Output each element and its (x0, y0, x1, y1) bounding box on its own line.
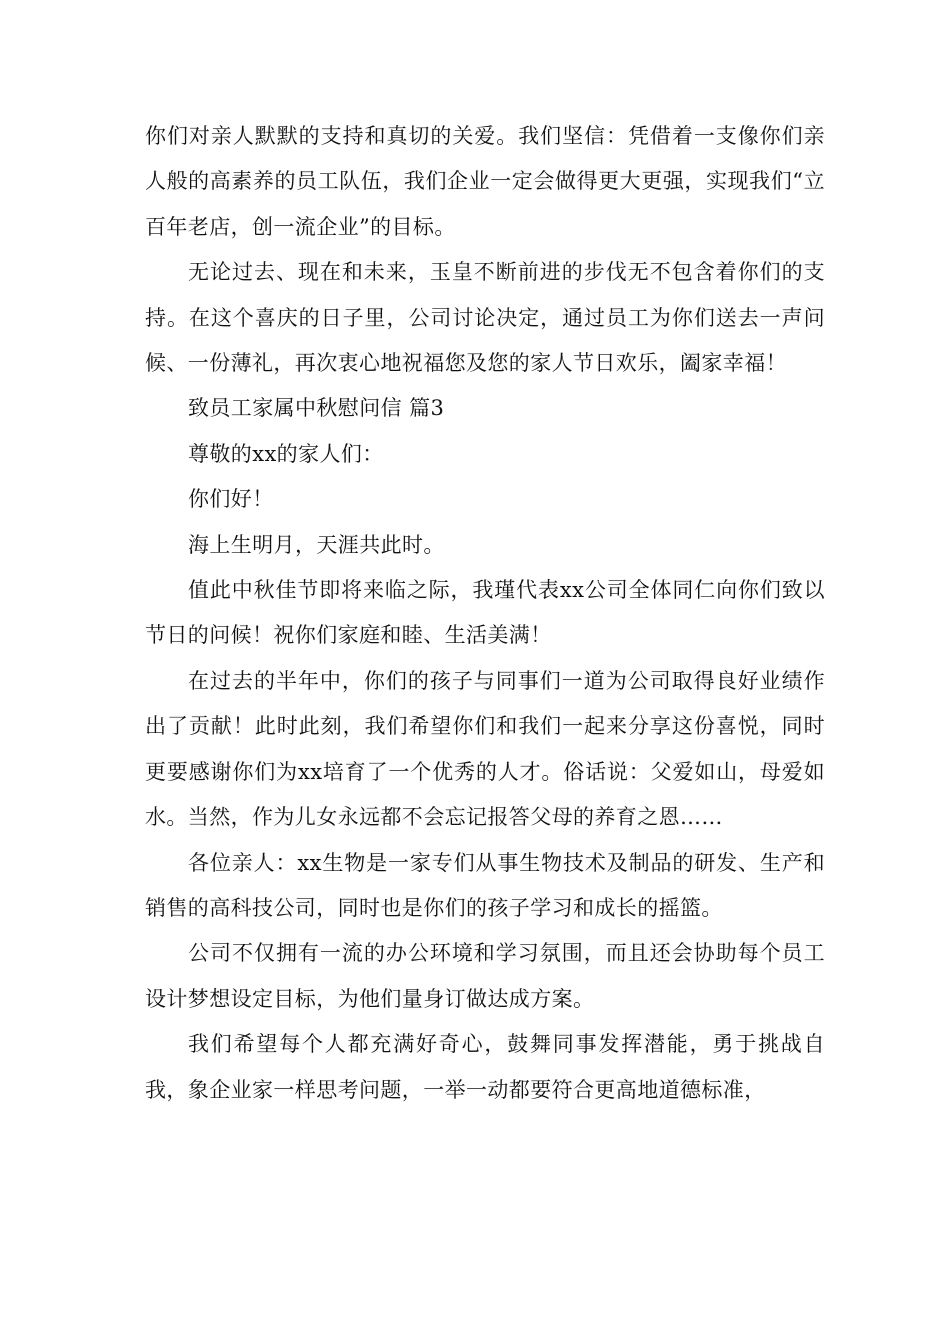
paragraph-environment: 公司不仅拥有一流的办公环境和学习氛围，而且还会协助每个员工设计梦想设定目标，为他们量身订做达成方案。 (145, 941, 825, 1011)
salutation: 尊敬的xx的家人们： (188, 441, 384, 466)
section-heading: 致员工家属中秋慰问信 篇3 (188, 396, 445, 421)
document-body (145, 114, 825, 1113)
paragraph-continuation: 你们对亲人默默的支持和真切的关爱。我们坚信：凭借着一支像你们亲人般的高素养的员工队伍，我们企业一定会做得更大更强，实现我们“立百年老店，创一流企业”的目标。 (145, 124, 825, 239)
poem-line: 海上生明月，天涯共此时。 (188, 532, 445, 557)
paragraph-past-half-year: 在过去的半年中，你们的孩子与同事们一道为公司取得良好业绩作出了贡献！此时此刻，我们希望你们和我们一起来分享这份喜悦，同时更要感谢你们为xx培育了一个优秀的人才。俗话说：父爱如山，母爱如水。当然，作为儿女永远都不会忘记报答父母的养育之恩…… (145, 668, 825, 830)
greeting: 你们好！ (188, 487, 274, 512)
paragraph-hopes: 我们希望每个人都充满好奇心，鼓舞同事发挥潜能，勇于挑战自我，象企业家一样思考问题，一举一动都要符合更高地道德标准， (145, 1032, 825, 1102)
paragraph-company-intro: 各位亲人：xx生物是一家专们从事生物技术及制品的研发、生产和销售的高科技公司，同时也是你们的孩子学习和成长的摇篮。 (145, 850, 825, 920)
paragraph-support: 无论过去、现在和未来，玉皇不断前进的步伐无不包含着你们的支持。在这个喜庆的日子里，公司讨论决定，通过员工为你们送去一声问候、一份薄礼，再次衷心地祝福您及您的家人节日欢乐，阖家幸福！ (145, 260, 825, 376)
paragraph-festival-wishes: 值此中秋佳节即将来临之际，我瑾代表xx公司全体同仁向你们致以节日的问候！祝你们家庭和睦、生活美满！ (145, 578, 825, 648)
